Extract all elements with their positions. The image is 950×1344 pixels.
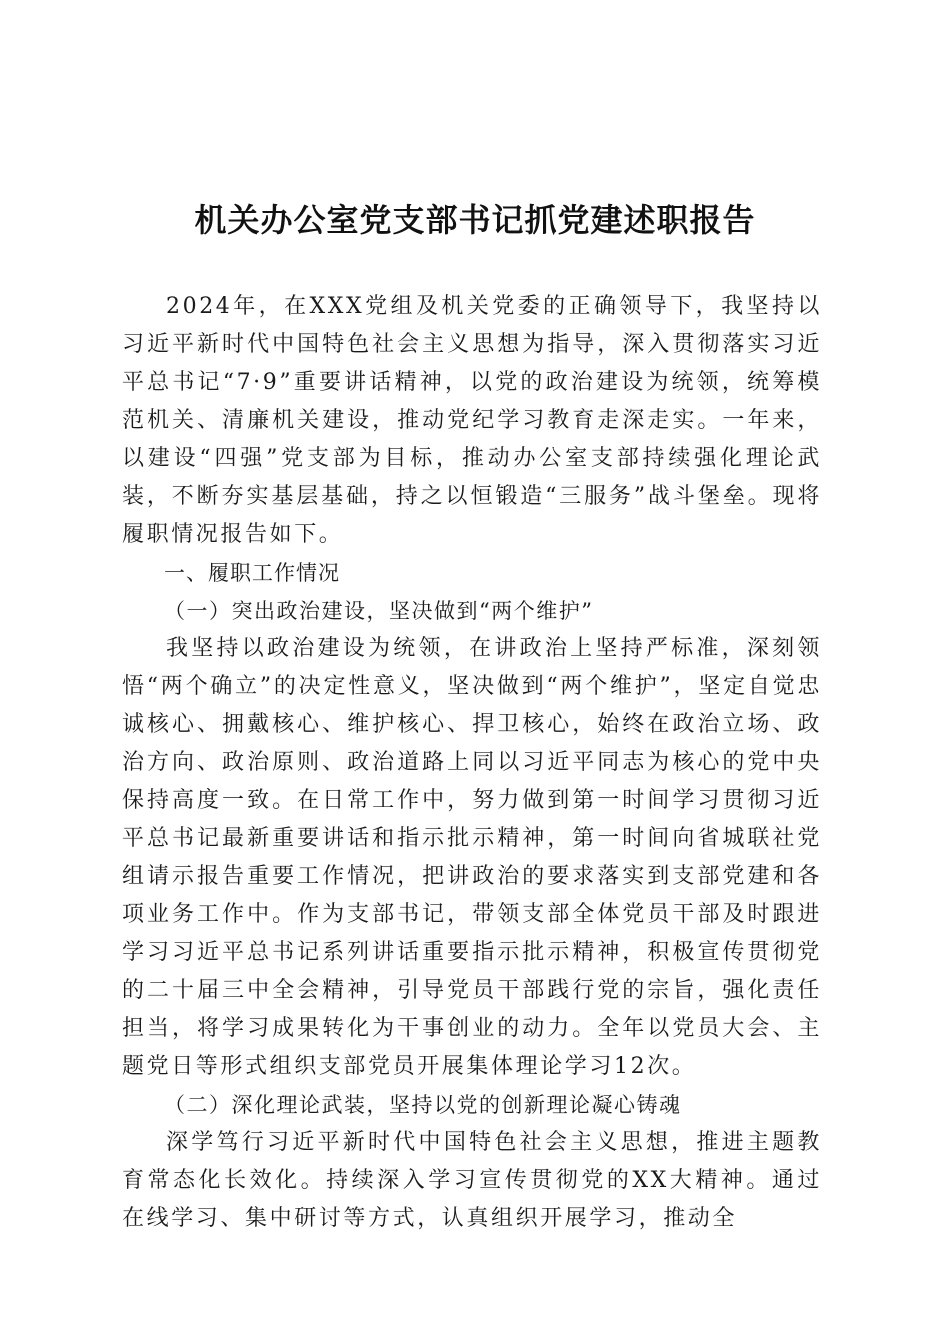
document-body xyxy=(122,288,822,1238)
subsection-heading-1: （一）突出政治建设，坚决做到“两个维护” xyxy=(164,599,594,623)
subsection-2-paragraph: 深学笃行习近平新时代中国特色社会主义思想，推进主题教育常态化长效化。持续深入学习宣传贯彻党的XX大精神。通过在线学习、集中研讨等方式，认真组织开展学习，推动全 xyxy=(122,1130,822,1231)
section-heading-1: 一、履职工作情况 xyxy=(164,561,340,585)
intro-paragraph: 2024年，在XXX党组及机关党委的正确领导下，我坚持以习近平新时代中国特色社会主义思想为指导，深入贯彻落实习近平总书记“7·9”重要讲话精神，以党的政治建设为统领，统筹模范机关、清廉机关建设，推动党纪学习教育走深走实。一年来，以建设“四强”党支部为目标，推动办公室支部持续强化理论武装，不断夯实基层基础，持之以恒锻造“三服务”战斗堡垒。现将履职情况报告如下。 xyxy=(122,294,822,547)
subsection-1-paragraph: 我坚持以政治建设为统领，在讲政治上坚持严标准，深刻领悟“两个确立”的决定性意义，坚决做到“两个维护”，坚定自觉忠诚核心、拥戴核心、维护核心、捍卫核心，始终在政治立场、政治方向、政治原则、政治道路上同以习近平同志为核心的党中央保持高度一致。在日常工作中，努力做到第一时间学习贯彻习近平总书记最新重要讲话和指示批示精神，第一时间向省城联社党组请示报告重要工作情况，把讲政治的要求落实到支部党建和各项业务工作中。作为支部书记，带领支部全体党员干部及时跟进学习习近平总书记系列讲话重要指示批示精神，积极宣传贯彻党的二十届三中全会精神，引导党员干部践行党的宗旨，强化责任担当，将学习成果转化为干事创业的动力。全年以党员大会、主题党日等形式组织支部党员开展集体理论学习12次。 xyxy=(122,636,822,1079)
subsection-heading-2: （二）深化理论武装，坚持以党的创新理论凝心铸魂 xyxy=(164,1093,682,1117)
document-title: 机关办公室党支部书记抓党建述职报告 xyxy=(194,201,756,239)
